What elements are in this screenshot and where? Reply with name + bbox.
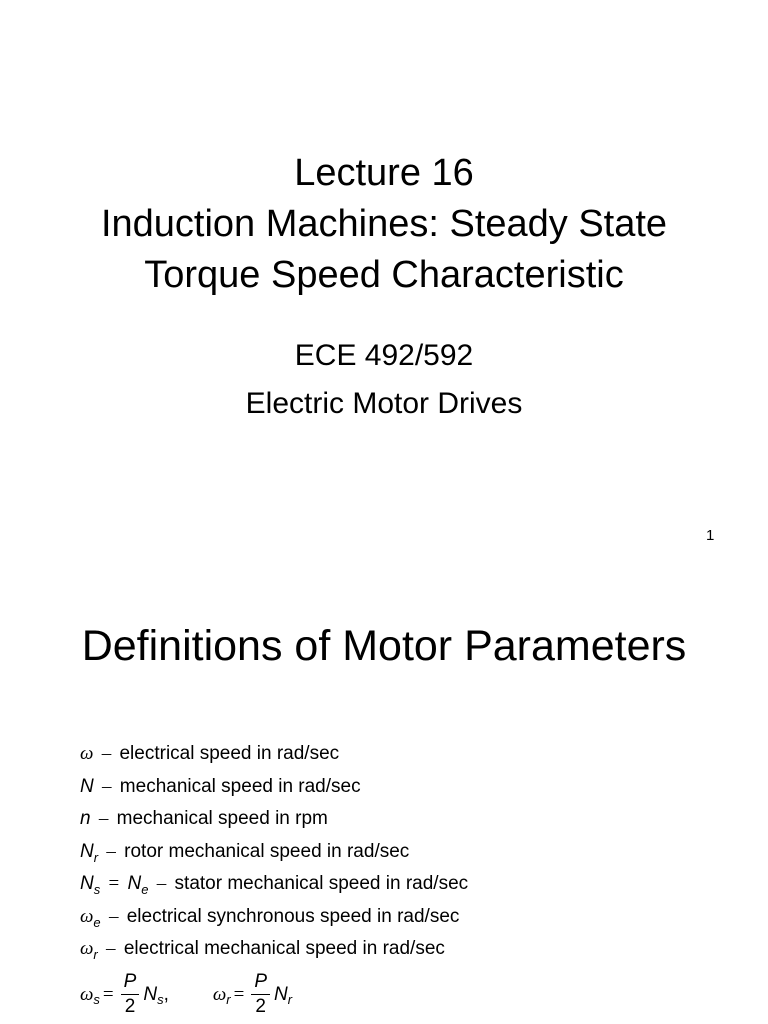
fraction-numerator: P [254, 971, 268, 992]
page-number: 1 [706, 527, 715, 544]
lecture-title [0, 148, 768, 301]
symbol: ω [80, 905, 94, 927]
title-line-1: Lecture 16 [294, 152, 474, 194]
fraction-denominator: 2 [121, 994, 140, 1019]
symbol: n [80, 808, 91, 829]
subscript: s [93, 882, 101, 897]
course-subtitle [0, 332, 768, 428]
dash: – [98, 808, 109, 829]
definition-list [80, 740, 468, 968]
formula-lhs: ω [212, 983, 227, 1005]
equals-sign: = [108, 873, 120, 894]
formula-suffix: , [163, 983, 169, 1005]
formula-rhs-subscript: r [287, 992, 293, 1007]
fraction [120, 970, 141, 1019]
symbol: N [80, 775, 94, 797]
formula-omega-s [80, 970, 169, 1019]
symbol: ω [80, 743, 94, 764]
definition-text: electrical synchronous speed in rad/sec [126, 905, 460, 927]
slide-title: Definitions of Motor Parameters [81, 622, 687, 670]
formula-rhs-subscript: s [157, 992, 164, 1007]
formula-rhs: N [143, 983, 158, 1005]
symbol: ω [80, 938, 94, 959]
fraction [250, 970, 271, 1019]
formula-lhs: ω [80, 983, 94, 1005]
subscript: r [93, 947, 98, 962]
course-code: ECE 492/592 [294, 339, 474, 372]
formula-lhs-subscript: r [226, 992, 231, 1007]
dash: – [106, 938, 116, 959]
dash: – [106, 840, 116, 862]
definition-text: electrical mechanical speed in rad/sec [123, 938, 445, 959]
definition-item [80, 805, 468, 838]
title-line-2: Induction Machines: Steady State [100, 203, 668, 245]
course-name: Electric Motor Drives [245, 387, 523, 420]
definition-item [80, 773, 468, 806]
definition-text: rotor mechanical speed in rad/sec [124, 840, 410, 862]
formula-rhs: N [274, 983, 288, 1005]
subscript: e [93, 914, 101, 930]
fraction-denominator: 2 [251, 994, 270, 1019]
symbol: N [80, 873, 94, 894]
definition-text: stator mechanical speed in rad/sec [174, 873, 469, 894]
dash: – [101, 743, 112, 764]
dash: – [102, 775, 112, 797]
formula-omega-r [213, 970, 292, 1019]
fraction-numerator: P [123, 971, 137, 992]
equals-subscript: e [141, 882, 149, 897]
subscript: r [93, 849, 99, 865]
equals-symbol: N [127, 873, 142, 894]
equals-sign: = [233, 983, 245, 1005]
definition-text: electrical speed in rad/sec [119, 743, 340, 764]
definition-item [80, 935, 468, 968]
definition-item [80, 740, 468, 773]
slide-2 [0, 560, 768, 1024]
symbol: N [80, 840, 94, 862]
definition-item [80, 870, 468, 903]
title-line-3: Torque Speed Characteristic [144, 254, 624, 296]
dash: – [156, 873, 167, 894]
definition-item [80, 903, 468, 936]
formula-lhs-subscript: s [93, 992, 100, 1007]
equals-sign: = [102, 983, 114, 1005]
dash: – [108, 905, 119, 927]
definition-text: mechanical speed in rad/sec [119, 775, 361, 797]
definition-text: mechanical speed in rpm [116, 808, 328, 829]
speed-formulas [80, 970, 292, 1019]
definition-item [80, 838, 468, 871]
